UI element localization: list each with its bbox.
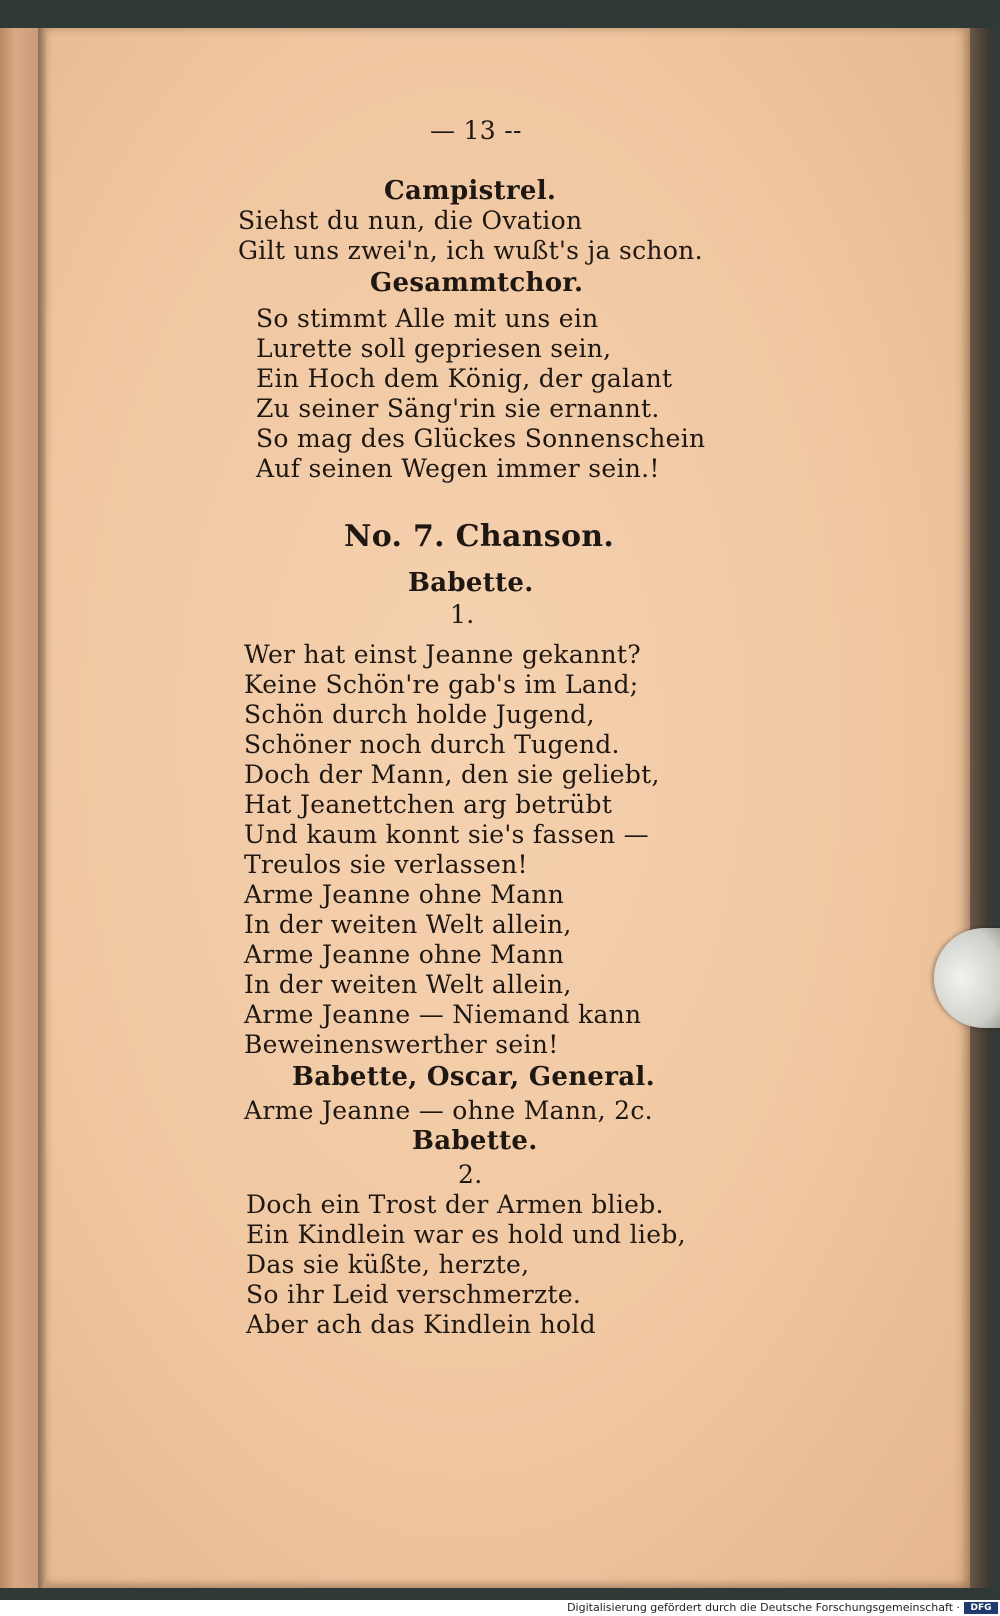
text-line: Hat Jeanettchen arg betrübt	[244, 790, 613, 819]
text-line: In der weiten Welt allein,	[244, 910, 572, 939]
digitization-footer	[0, 1600, 1000, 1616]
text-line: So mag des Glückes Sonnenschein	[256, 424, 706, 453]
speaker-babette: Babette.	[408, 568, 534, 598]
text-line: Schön durch holde Jugend,	[244, 700, 595, 729]
text-line: Wer hat einst Jeanne gekannt?	[244, 640, 641, 669]
text-line: Gilt uns zwei'n, ich wußt's ja schon.	[238, 236, 703, 265]
text-line: So ihr Leid verschmerzte.	[246, 1280, 582, 1309]
text-line: Das sie küßte, herzte,	[246, 1250, 530, 1279]
text-line: Keine Schön're gab's im Land;	[244, 670, 639, 699]
text-line: Doch der Mann, den sie geliebt,	[244, 760, 660, 789]
page-number: — 13 --	[430, 116, 522, 145]
text-line: Beweinenswerther sein!	[244, 1030, 559, 1059]
text-line: Arme Jeanne ohne Mann	[244, 940, 565, 969]
book-spine	[0, 28, 40, 1588]
text-line: So stimmt Alle mit uns ein	[256, 304, 599, 333]
text-line: Arme Jeanne — ohne Mann, 2c.	[244, 1096, 653, 1125]
text-line: Doch ein Trost der Armen blieb.	[246, 1190, 664, 1219]
text-line: Ein Hoch dem König, der galant	[256, 364, 673, 393]
text-line: Auf seinen Wegen immer sein.!	[256, 454, 660, 483]
dfg-logo-icon: DFG	[964, 1602, 998, 1614]
verse-number: 1.	[450, 600, 475, 629]
text-line: In der weiten Welt allein,	[244, 970, 572, 999]
book-page	[46, 28, 970, 1588]
spine-edge	[38, 28, 46, 1588]
text-line: Lurette soll gepriesen sein,	[256, 334, 612, 363]
text-line: Zu seiner Säng'rin sie ernannt.	[256, 394, 660, 423]
text-line: Arme Jeanne — Niemand kann	[244, 1000, 642, 1029]
page-right-edge	[970, 28, 1000, 1588]
text-line: Und kaum konnt sie's fassen —	[244, 820, 649, 849]
number-heading: No. 7. Chanson.	[344, 519, 615, 554]
speaker-campistrel: Campistrel.	[384, 176, 557, 206]
verse-number: 2.	[458, 1160, 483, 1189]
text-line: Schöner noch durch Tugend.	[244, 730, 620, 759]
footer-text: Digitalisierung gefördert durch die Deutsche Forschungsgemeinschaft ·	[567, 1601, 960, 1614]
speaker-gesammtchor: Gesammtchor.	[370, 268, 584, 298]
text-line: Ein Kindlein war es hold und lieb,	[246, 1220, 686, 1249]
text-line: Aber ach das Kindlein hold	[246, 1310, 596, 1339]
text-line: Treulos sie verlassen!	[244, 850, 528, 879]
speaker-trio: Babette, Oscar, General.	[292, 1062, 655, 1092]
text-line: Siehst du nun, die Ovation	[238, 206, 583, 235]
speaker-babette-2: Babette.	[412, 1126, 538, 1156]
text-line: Arme Jeanne ohne Mann	[244, 880, 565, 909]
